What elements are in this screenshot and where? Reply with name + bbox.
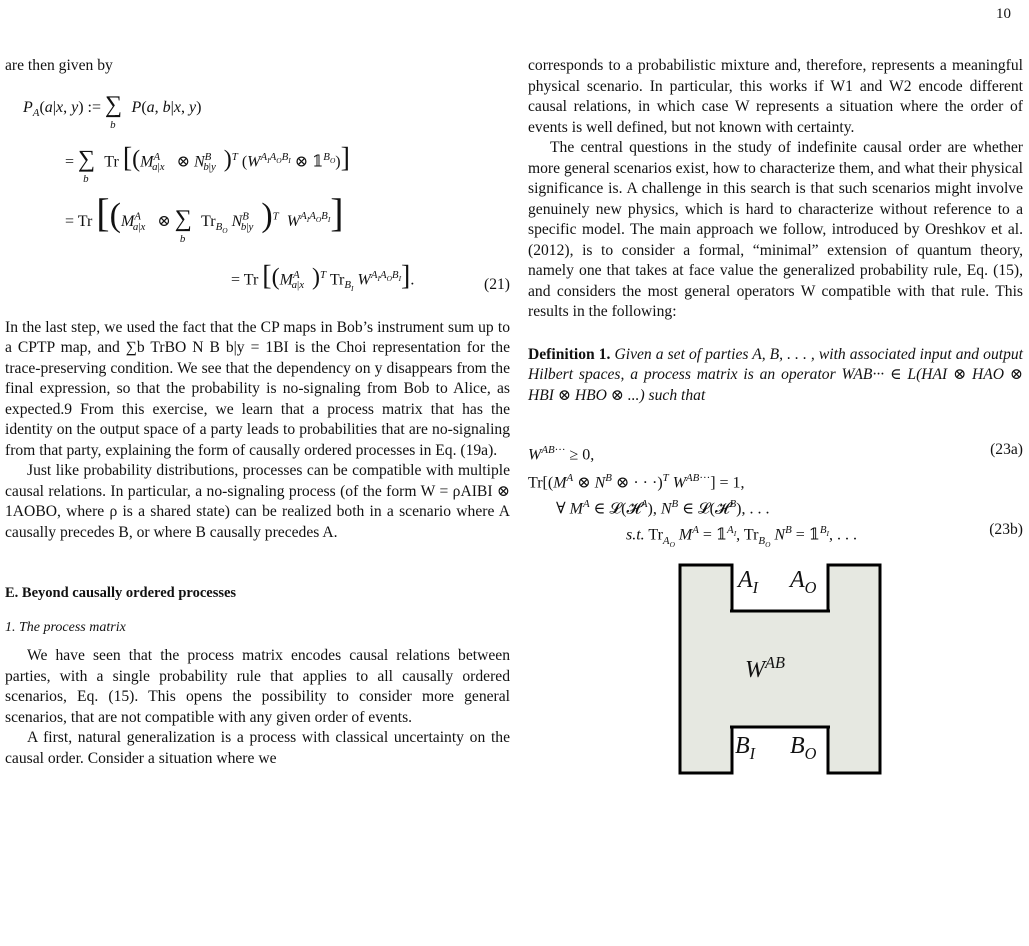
paragraph-mixture: corresponds to a probabilistic mixture and, therefore, represents a meaningful physical scenario. In particular, this works if W1 and W2 encode different causal relations, in which case W represents a situation where the order of events is well defined, but not known with certainty. (528, 57, 1023, 136)
cond-23b-line1: $Tr[(M^A$ ⊗ $N^B$ ⊗ · · ·)$^T$ $W^{AB\cdot\cdot\cdot}] = 1$, (528, 472, 745, 492)
page-number: 10 (996, 6, 1011, 22)
conditions-23 (528, 440, 1023, 560)
definition-text: Given a set of parties A, B, . . . , with associated input and output Hilbert spaces, a process matrix is an operator WAB··· ∈ L(HAI ⊗ HAO ⊗ HBI ⊗ HBO ⊗ ...) such that (528, 345, 1023, 404)
subsection-heading: 1. The process matrix (5, 619, 126, 635)
eq21-line1: $P_A(a|x$, y) := $\sum_b$ P(a, b|x, y) (23, 91, 202, 131)
right-column (528, 56, 1023, 560)
eq21-line3: = Tr [($M^A_{a|x}$ ⊗ $\sum_b$ $Tr_{B_O}$ $N^B_{b|y}$ )$^T$ $W^{A_IA_OB_I}$] (65, 189, 344, 245)
paragraph-process-matrix: We have seen that the process matrix encodes causal relations between parties, with a single probability rule that applies to all causally ordered scenarios, Eq. (15). This opens the possibility to consider more general scenarios, that are not compatible with any given order of events. (5, 647, 510, 726)
label-w: $W^{AB}$ (745, 653, 785, 683)
eq23b-number: (23b) (989, 521, 1023, 538)
cond-23b-line3: s.t. $Tr_{A_O}$ $M^A$ = $𝟙^{A_I}$, $Tr_{B_O}$ $N^B$ = $𝟙^{B_I}$, . . . (626, 524, 858, 549)
cond-23a-line: $W^{AB\cdot\cdot\cdot} \ge 0$, (528, 444, 595, 464)
label-b-in: $B_I$ (735, 733, 756, 763)
equation-21 (5, 85, 510, 310)
label-b-out: $B_O$ (790, 733, 817, 763)
left-column (5, 56, 510, 769)
eq21-line2: = $\sum_b$ Tr [($M^A_{a|x}$ ⊗ $N^B_{b|y}$ )$^T$ ($W^{A_IA_OB_I}$ ⊗ $𝟙^{B_O}$)] (65, 141, 350, 186)
process-matrix-figure (678, 563, 882, 775)
definition-label: Definition 1. (528, 345, 611, 363)
paragraph-compatible: Just like probability distributions, processes can be compatible with multiple causal relations. In particular, a no-signaling process (of the form W = ρAIBI ⊗ 1AOBO, where ρ is a shared state) can be realized both in a scenario where A causally precedes B, or where B causally precedes A. (5, 462, 510, 541)
paragraph-after-equation: In the last step, we used the fact that the CP maps in Bob’s instrument sum up to a CPTP map, and ∑b TrBO N B b|y = 1BI is the Choi representation for the trace-preserving condition. We see that the dependency on y disappears from the final expression, so that the probability is no-signaling from Bob to Alice, as expected.9 From this exercise, we learn that a process matrix that has the identity on the output space of a party leads to probabilities that are no-signaling from that party, explaining the form of causally ordered processes in Eq. (19a). (5, 318, 510, 459)
eq21-line4: = Tr [($M^A_{a|x}$ )$^T$ $Tr_{B_I}$ $W^{A_IA_OB_I}$]. (231, 259, 415, 294)
cond-23b-line2: ∀ $M^A$ ∈ 𝓛(𝓗$^A$), $N^B$ ∈ 𝓛(𝓗$^B$), . . . (556, 498, 770, 518)
paragraph-generalization: A first, natural generalization is a process with classical uncertainty on the causal order. Consider a situation where we (5, 729, 510, 767)
label-a-in: $A_I$ (738, 567, 759, 597)
paragraph-central-questions: The central questions in the study of indefinite causal order are whether more general scenarios exist, how to characterize them, and what their physical significance is. A challenge in this search is that such scenarios might involve genuinely new physics, which is hard to characterize without reference to a specific model. The main approach we follow, introduced by Oreshkov et al. (2012), is to consider a formal, “minimal” extension of quantum theory, namely one that takes at face value the generalized probability rule, Eq. (15), and considers the most general operators W compatible with that rule. This results in the following: (528, 139, 1023, 320)
eq21-number: (21) (484, 275, 510, 293)
eq23a-number: (23a) (990, 441, 1023, 458)
section-heading: E. Beyond causally ordered processes (5, 585, 237, 601)
label-a-out: $A_O$ (790, 567, 817, 597)
intro-text: are then given by (5, 57, 113, 74)
definition-1 (528, 345, 1023, 407)
